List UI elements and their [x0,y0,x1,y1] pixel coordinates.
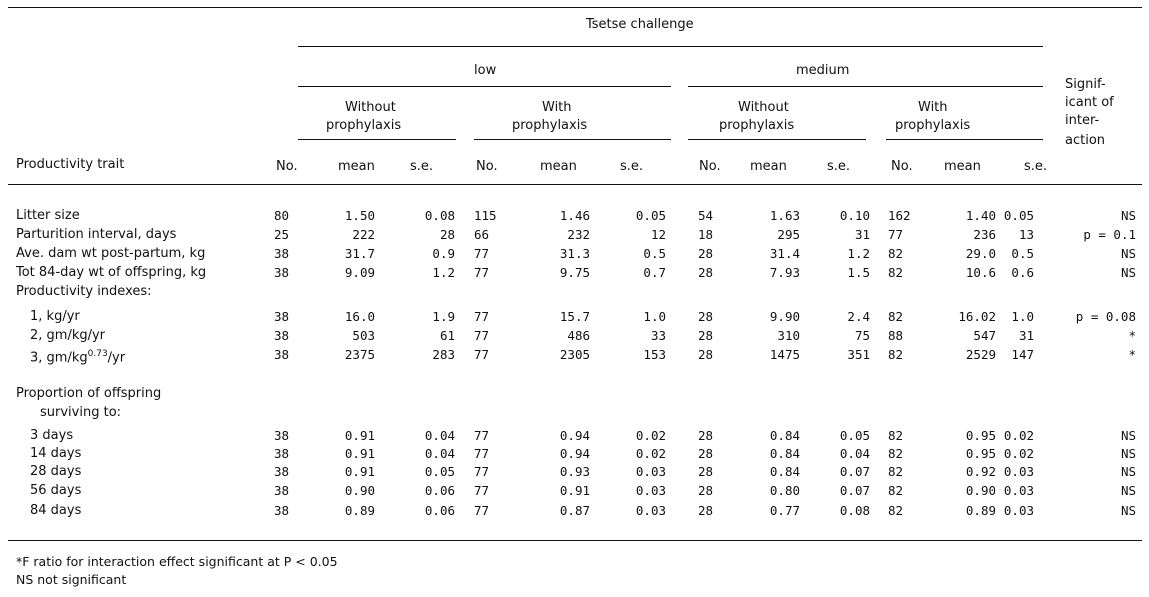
table-cell: 115 [474,208,497,223]
table-cell: 1.0 [1011,309,1034,324]
table-cell: 54 [698,208,714,223]
table-cell: 12 [650,227,666,242]
table-cell: 1.50 [344,208,375,223]
table-cell: 0.95 [965,446,996,461]
table-cell: 29.0 [965,246,996,261]
column-heading-mean: mean [750,159,787,174]
column-heading-se: s.e. [827,159,851,174]
table-cell: 77 [474,483,490,498]
table-cell: 38 [274,428,290,443]
table-cell: 9.75 [559,265,590,280]
table-cell: 18 [698,227,714,242]
table-cell: 0.08 [839,503,870,518]
row-label-text: Tot 84-day wt of offspring, kg [16,265,207,280]
column-heading-no: No. [699,159,721,174]
table-cell: 38 [274,464,290,479]
table-cell: 283 [432,347,455,362]
table-cell: 38 [274,347,290,362]
table-cell: 0.03 [635,503,666,518]
table-cell: 82 [888,347,904,362]
table-cell: 486 [567,328,590,343]
table-cell: 0.7 [643,265,666,280]
low-without-line1: Without [345,100,396,115]
row-label-text: surviving to: [40,405,122,420]
table-cell: 1.2 [432,265,455,280]
significance-cell: * [1128,328,1136,343]
table-cell: 77 [474,428,490,443]
row-label [30,446,81,461]
tsetse-challenge-heading: Tsetse challenge [586,17,694,32]
table-cell: 9.90 [769,309,800,324]
column-heading-mean: mean [540,159,577,174]
row-label [30,483,81,498]
table-cell: 0.91 [559,483,590,498]
table-cell: 1.9 [432,309,455,324]
medium-with-line1: With [918,100,948,115]
row-label-text: 3 days [30,428,74,443]
medium-without-line2: prophylaxis [719,118,795,133]
row-label-text: 14 days [30,446,82,461]
significance-cell: p = 0.1 [1083,227,1136,242]
table-cell: 547 [973,328,996,343]
table-cell: 33 [650,328,666,343]
footnote-interaction: *F ratio for interaction effect significant at P < 0.05 [16,554,338,569]
column-heading-mean: mean [338,159,375,174]
table-cell: 10.6 [965,265,996,280]
table-cell: 1.2 [847,246,870,261]
row-label [30,428,73,443]
footnote-ns: NS not significant [16,572,127,587]
row-label-exponent: 0.73 [87,349,108,359]
table-cell: 0.02 [1003,428,1034,443]
medium-heading: medium [796,63,850,78]
significance-cell: NS [1120,428,1136,443]
table-cell: 0.87 [559,503,590,518]
medium-with-rule [886,139,1043,140]
table-cell: 0.5 [1011,246,1034,261]
table-cell: 82 [888,503,904,518]
low-rule [298,86,671,87]
table-cell: 82 [888,428,904,443]
table-cell: 77 [474,464,490,479]
table-cell: 28 [698,265,714,280]
table-cell: 28 [698,483,714,498]
row-label [16,284,152,299]
table-cell: 1.63 [769,208,800,223]
significance-cell: * [1128,347,1136,362]
row-label-text: Parturition interval, days [16,227,177,242]
table-cell: 88 [888,328,904,343]
medium-without-line1: Without [738,100,789,115]
table-cell: 38 [274,328,290,343]
row-label [16,265,206,280]
table-cell: 28 [698,446,714,461]
table-cell: 80 [274,208,290,223]
significance-heading-2: icant of [1065,95,1114,110]
table-cell: 28 [698,503,714,518]
table-cell: 82 [888,446,904,461]
table-cell: 77 [474,309,490,324]
table-cell: 82 [888,309,904,324]
table-cell: 0.07 [839,464,870,479]
table-cell: 0.91 [344,446,375,461]
table-cell: 31.4 [769,246,800,261]
table-cell: 0.04 [839,446,870,461]
low-with-line2: prophylaxis [512,118,588,133]
table-cell: 82 [888,483,904,498]
medium-without-rule [688,139,866,140]
table-cell: 0.94 [559,446,590,461]
table-cell: 1.40 [965,208,996,223]
table-cell: 0.89 [344,503,375,518]
row-label-text: Litter size [16,208,80,223]
table-cell: 38 [274,265,290,280]
table-cell: 82 [888,265,904,280]
row-label [16,208,80,223]
table-cell: 31.3 [559,246,590,261]
column-heading-se: s.e. [1024,159,1048,174]
table-cell: 0.05 [1003,208,1034,223]
table-cell: 31.7 [344,246,375,261]
table-cell: 0.02 [635,446,666,461]
table-cell: 16.0 [344,309,375,324]
row-label [30,503,81,518]
table-cell: 61 [439,328,455,343]
table-cell: 77 [474,328,490,343]
table-cell: 38 [274,483,290,498]
table-cell: 0.77 [769,503,800,518]
table-cell: 0.03 [1003,483,1034,498]
table-cell: 0.91 [344,464,375,479]
row-label-text: Ave. dam wt post-partum, kg [16,246,206,261]
table-cell: 38 [274,309,290,324]
table-cell: 82 [888,464,904,479]
table-cell: 2305 [559,347,590,362]
significance-heading-3: inter- [1065,113,1100,128]
table-cell: 1.46 [559,208,590,223]
table-cell: 147 [1011,347,1034,362]
table-cell: 28 [698,428,714,443]
table-cell: 0.93 [559,464,590,479]
tsetse-rule [298,46,1043,47]
table-cell: 28 [698,347,714,362]
table-cell: 0.07 [839,483,870,498]
row-label-text: 1, kg/yr [30,309,80,324]
table-cell: 28 [439,227,455,242]
table-cell: 0.04 [424,446,455,461]
column-heading-mean: mean [944,159,981,174]
table-cell: 0.10 [839,208,870,223]
table-cell: 0.08 [424,208,455,223]
significance-cell: NS [1120,483,1136,498]
table-cell: 0.05 [635,208,666,223]
table-cell: 2.4 [847,309,870,324]
column-heading-no: No. [891,159,913,174]
table-cell: 25 [274,227,290,242]
table-cell: 0.90 [344,483,375,498]
table-cell: 0.03 [1003,503,1034,518]
row-label-suffix: /yr [107,350,126,366]
table-cell: 0.84 [769,464,800,479]
table-cell: 28 [698,328,714,343]
row-label-text: Proportion of offspring [16,386,162,401]
table-cell: 0.05 [424,464,455,479]
table-cell: 232 [567,227,590,242]
table-cell: 38 [274,503,290,518]
table-cell: 0.03 [635,464,666,479]
table-cell: 77 [474,265,490,280]
table-cell: 28 [698,464,714,479]
table-cell: 77 [474,347,490,362]
significance-cell: NS [1120,246,1136,261]
table-cell: 28 [698,309,714,324]
bottom-rule [8,540,1142,541]
table-cell: 31 [1018,328,1034,343]
table-cell: 0.84 [769,428,800,443]
table-cell: 222 [352,227,375,242]
table-cell: 0.6 [1011,265,1034,280]
table-cell: 0.90 [965,483,996,498]
table-cell: 0.84 [769,446,800,461]
significance-cell: NS [1120,446,1136,461]
table-cell: 295 [777,227,800,242]
column-heading-se: s.e. [620,159,644,174]
row-label-text: Productivity indexes: [16,284,152,299]
table-cell: 0.02 [635,428,666,443]
top-rule [8,7,1142,8]
significance-cell: NS [1120,503,1136,518]
table-cell: 7.93 [769,265,800,280]
table-cell: 15.7 [559,309,590,324]
significance-heading-4: action [1065,133,1106,148]
table-cell: 0.95 [965,428,996,443]
row-label-text: 56 days [30,483,82,498]
low-without-line2: prophylaxis [326,118,402,133]
table-cell: 82 [888,246,904,261]
table-cell: 28 [698,246,714,261]
row-label [16,386,161,401]
row-label-text: 84 days [30,503,82,518]
row-label [16,246,205,261]
table-cell: 31 [854,227,870,242]
low-with-rule [474,139,671,140]
table-cell: 351 [847,347,870,362]
significance-cell: NS [1120,464,1136,479]
row-label [30,309,80,324]
table-cell: 0.02 [1003,446,1034,461]
table-cell: 0.92 [965,464,996,479]
low-without-rule [298,139,456,140]
low-heading: low [474,63,497,78]
table-cell: 0.04 [424,428,455,443]
row-label [30,328,105,343]
row-label-text: 28 days [30,464,82,479]
row-label [30,347,125,365]
table-cell: 9.09 [344,265,375,280]
table-cell: 38 [274,246,290,261]
row-label [40,405,121,420]
table-cell: 0.80 [769,483,800,498]
table-cell: 77 [474,503,490,518]
table-cell: 1.5 [847,265,870,280]
table-cell: 2529 [965,347,996,362]
table-cell: 153 [643,347,666,362]
table-cell: 1475 [769,347,800,362]
table-cell: 0.94 [559,428,590,443]
column-heading-no: No. [476,159,498,174]
table-cell: 75 [854,328,870,343]
medium-with-line2: prophylaxis [895,118,971,133]
table-cell: 77 [474,246,490,261]
table-cell: 310 [777,328,800,343]
table-cell: 162 [888,208,911,223]
table-cell: 0.5 [643,246,666,261]
table-cell: 16.02 [958,309,996,324]
table-cell: 0.03 [635,483,666,498]
table-cell: 0.9 [432,246,455,261]
row-label-text: 3, gm/kg [30,350,88,366]
significance-cell: NS [1120,265,1136,280]
significance-cell: NS [1120,208,1136,223]
table-cell: 236 [973,227,996,242]
table-cell: 0.06 [424,483,455,498]
table-cell: 1.0 [643,309,666,324]
row-label [16,227,176,242]
table-cell: 2375 [344,347,375,362]
table-cell: 503 [352,328,375,343]
table-cell: 13 [1018,227,1034,242]
column-heading-se: s.e. [410,159,434,174]
table-cell: 38 [274,446,290,461]
column-heading-no: No. [276,159,298,174]
table-cell: 77 [888,227,904,242]
row-label [30,464,81,479]
table-cell: 77 [474,446,490,461]
table-cell: 0.05 [839,428,870,443]
header-bottom-rule [8,184,1142,185]
significance-cell: p = 0.08 [1075,309,1136,324]
significance-heading-1: Signif- [1065,77,1106,92]
table-cell: 0.89 [965,503,996,518]
table-cell: 66 [474,227,490,242]
row-label-text: 2, gm/kg/yr [30,328,106,343]
trait-column-heading: Productivity trait [16,157,125,172]
table-cell: 0.03 [1003,464,1034,479]
table-cell: 0.06 [424,503,455,518]
medium-rule [688,86,1043,87]
table-cell: 0.91 [344,428,375,443]
low-with-line1: With [542,100,572,115]
